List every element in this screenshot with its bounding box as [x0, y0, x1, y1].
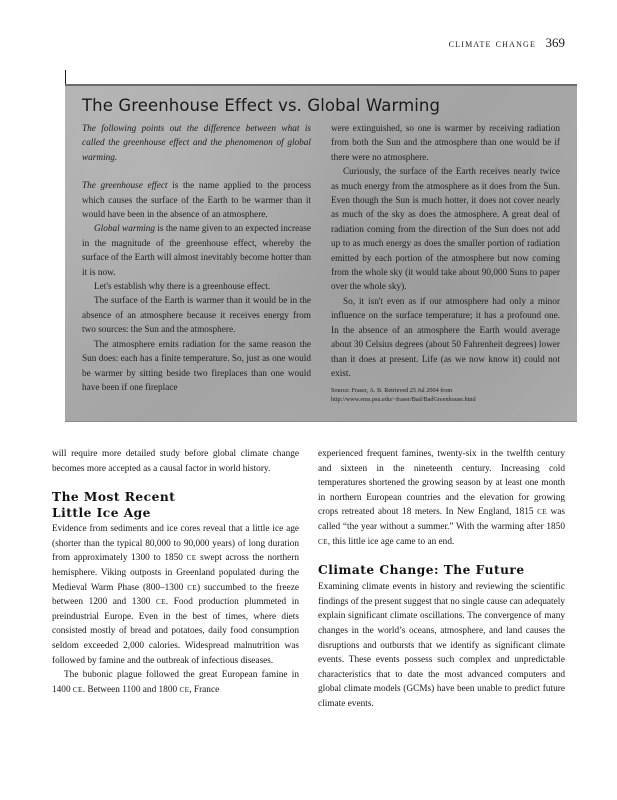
section-heading-little-ice-age: The Most Recent Little Ice Age — [52, 490, 176, 521]
running-head — [449, 35, 565, 51]
running-head-title: climate change — [448, 38, 537, 50]
sidebar-paragraph: Curiously, the surface of the Earth receives nearly twice as much energy from the atmosphere as it does from the Sun. Even though the Sun is much hotter, it does not cover nearly as much of the sky as does the atmosphere. A great deal of radiation coming from the direction of the Sun does not add up to as much energy as does the smaller portion of radiation emitted by each portion of the atmosphere but now coming from the whole sky (it would take about 90,000 Suns to paper over the whole sky). — [331, 167, 560, 293]
era-label: CE — [537, 508, 547, 517]
body-paragraph: The bubonic plague followed the great European famine in 1400 CE. Between 1100 and 1800 CE, France — [52, 670, 299, 695]
sidebar-column-right — [331, 122, 560, 404]
sidebar-paragraph: So, it isn't even as if our atmosphere had only a minor influence on the surface temperature; it has a profound one. In the absence of an atmosphere the Earth would average about 30 Celsius degrees (about 50 Fahrenheit degrees) lower than it does at present. Life (as we now know it) could not exist. — [331, 296, 560, 379]
body-column-left — [52, 447, 299, 697]
era-label: CE — [72, 685, 83, 694]
term: Global warming — [94, 224, 155, 235]
sidebar-paragraph: The atmosphere emits radiation for the same reason the Sun does: each has a finite temperature. So, just as one would be warmer by sitting beside two fireplaces than one would have been if one fireplace — [82, 339, 311, 393]
sidebar-intro: The following points out the difference between what is called the greenhouse effect and the phenomenon of global warming. — [82, 124, 311, 163]
era-label: CE — [187, 583, 197, 592]
era-label: CE — [318, 537, 328, 546]
body-paragraph: will require more detailed study before global climate change becomes more accepted as a causal factor in world history. — [52, 449, 299, 474]
sidebar-rule — [65, 70, 66, 84]
body-column-right — [318, 447, 565, 712]
sidebar-box — [65, 84, 577, 422]
sidebar-paragraph: The greenhouse effect is the name applied to the process which causes the surface of the Earth to be warmer than it would have been in the absence of an atmosphere. — [82, 181, 311, 221]
era-label: CE — [186, 554, 197, 563]
body-paragraph: Evidence from sediments and ice cores reveal that a little ice age (shorter than the typical 80,000 to 90,000 years) of long duration from approximately 1300 to 1850 CE swept across the northern hemisphere. Viking outposts in Greenland populated during the Medieval Warm Phase (800–1300 CE) succumbed to the freeze between 1200 and 1300 CE. Food production plummeted in preindustrial Europe. Even in the best of times, where diets consisted mostly of bread and potatoes, daily food consumption seldom exceeded 2,000 calories. Widespread malnutrition was followed by famine and the outbreak of infectious diseases. — [52, 524, 299, 666]
sidebar-paragraph: The surface of the Earth is warmer than it would be in the absence of an atmosphere because it receives energy from two sources: the Sun and the atmosphere. — [82, 296, 311, 336]
page-number: 369 — [545, 35, 565, 50]
sidebar-source: Source: Fraser, A. B. Retrieved 25 Jul 2004 from http://www.ems.psu.edu/~fraser/Bad/BadGreenhouse.html — [331, 387, 476, 403]
term: The greenhouse effect — [82, 181, 168, 192]
era-label: CE — [156, 598, 166, 607]
sidebar-column-left — [82, 122, 311, 404]
sidebar-title: The Greenhouse Effect vs. Global Warming — [82, 96, 441, 115]
section-heading-climate-future: Climate Change: The Future — [318, 563, 525, 578]
sidebar-columns — [82, 122, 560, 404]
era-label: CE — [179, 685, 190, 694]
sidebar-paragraph: were extinguished, so one is warmer by receiving radiation from both the Sun and the atmosphere than one would be if there were no atmosphere. — [331, 124, 560, 163]
sidebar-paragraph: Let's establish why there is a greenhouse effect. — [94, 282, 271, 293]
body-paragraph: experienced frequent famines, twenty-six in the twelfth century and sixteen in the nineteenth century. Increasing cold temperatures shortened the growing season by at least one month in northern European countries and the elevation for growing crops retreated about 18 meters. In New England, 1815 CE was called “the year without a summer.” With the warming after 1850 CE, this little ice age came to an end. — [318, 449, 565, 547]
body-paragraph: Examining climate events in history and reviewing the scientific findings of the present suggest that no single cause can adequately explain significant climate oscillations. The convergence of many changes in the world’s oceans, atmosphere, and land causes the disruptions and outbursts that we identify as significant climate events. These events possess such complex and unpredictable characteristics that to date the most advanced computers and global climate models (GCMs) have been unable to predict future climate events. — [318, 582, 565, 709]
sidebar-paragraph: Global warming is the name given to an expected increase in the magnitude of the greenhouse effect, whereby the surface of the Earth will almost inevitably become hotter than it is now. — [82, 224, 311, 278]
